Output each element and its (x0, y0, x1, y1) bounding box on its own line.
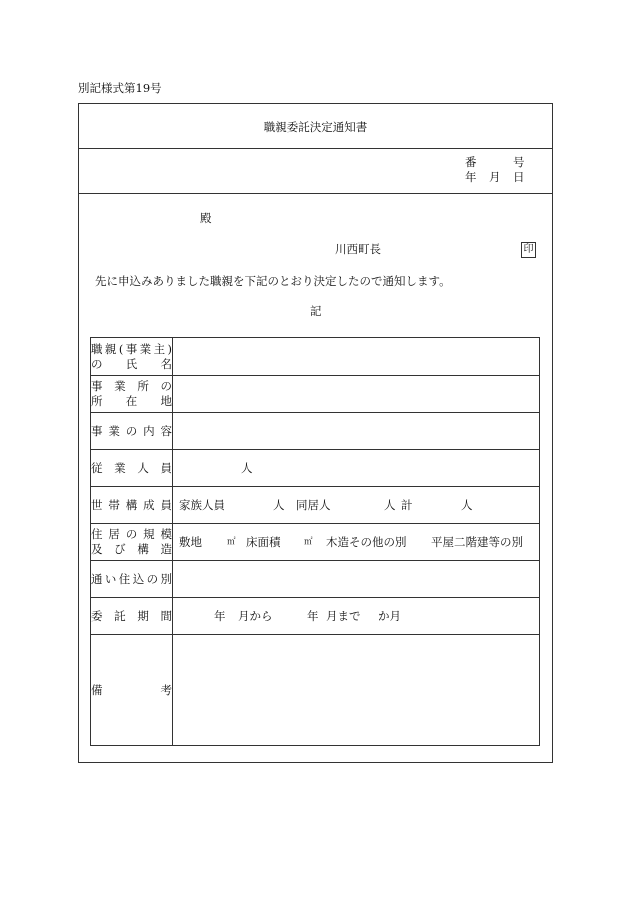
end-month-label: 月まで (326, 609, 361, 623)
row-label (91, 487, 173, 524)
row-label (91, 524, 173, 561)
cohabitants-label: 同居人 (296, 498, 331, 512)
row-label (91, 635, 173, 746)
date-month-label: 月 (489, 170, 501, 184)
table-row (91, 376, 540, 413)
table-row (91, 635, 540, 746)
unit-persons: 人 (273, 498, 285, 512)
row-label (91, 561, 173, 598)
date-year-label: 年 (465, 170, 477, 184)
table-row (91, 413, 540, 450)
row-label-line: 職親(事業主) (91, 341, 172, 356)
notice-body-text: 先に申込みありました職親を下記のとおり決定したので通知します。 (95, 274, 451, 288)
unit-persons: 人 (384, 498, 396, 512)
row-label (91, 376, 173, 413)
detail-table (90, 337, 540, 746)
row-label-line: 及び構造 (91, 542, 172, 556)
table-row (91, 487, 540, 524)
table-row (91, 524, 540, 561)
table-row (91, 338, 540, 376)
addressee-suffix: 殿 (200, 211, 212, 225)
form-title: 職親委託決定通知書 (263, 120, 368, 134)
end-year-label: 年 (307, 609, 319, 623)
employer-name-field (173, 338, 540, 376)
structure-type-label: 木造その他の別 (326, 535, 407, 549)
header-divider (78, 193, 553, 194)
office-address-field (173, 376, 540, 413)
row-label-line: 事業の内容 (91, 423, 172, 438)
table-row (91, 561, 540, 598)
table-row (91, 598, 540, 635)
form-number: 別記様式第19号 (78, 81, 162, 95)
start-year-label: 年 (214, 609, 226, 623)
date-day-label: 日 (513, 170, 525, 184)
row-label-line: 世帯構成員 (91, 497, 172, 512)
unit-square-meter: ㎡ (304, 537, 313, 547)
unit-square-meter: ㎡ (227, 537, 236, 547)
ki-heading: 記 (310, 304, 322, 318)
family-members-label: 家族人員 (179, 498, 225, 512)
row-label (91, 413, 173, 450)
title-divider (78, 148, 553, 149)
seal-mark: 印 (521, 242, 536, 258)
business-content-field (173, 413, 540, 450)
row-label (91, 598, 173, 635)
issuer-name: 川西町長 (335, 242, 381, 256)
table-row (91, 450, 540, 487)
row-label-line: 住居の規模 (91, 527, 172, 541)
site-area-label: 敷地 (179, 535, 202, 549)
storey-type-label: 平屋二階建等の別 (431, 535, 523, 549)
residence-field (173, 524, 540, 561)
row-label-line: 通い住込の別 (91, 571, 172, 586)
months-label: か月 (378, 609, 401, 623)
row-label-line: 備考 (91, 682, 172, 697)
row-label-line: 従業人員 (91, 460, 172, 475)
row-label-line: 所在地 (91, 394, 172, 408)
commute-live-in-field (173, 561, 540, 598)
floor-area-label: 床面積 (246, 535, 281, 549)
number-label-char-1: 番 (465, 155, 477, 169)
row-label (91, 450, 173, 487)
row-label (91, 338, 173, 376)
employee-count-field (173, 450, 540, 487)
row-label-line: 事業所の (91, 379, 172, 393)
total-label: 計 (401, 498, 413, 512)
remarks-field (173, 635, 540, 746)
household-members-field (173, 487, 540, 524)
commission-period-field (173, 598, 540, 635)
start-month-label: 月から (238, 609, 273, 623)
unit-persons: 人 (241, 461, 253, 475)
number-label-char-2: 号 (513, 155, 525, 169)
row-label-line: 委託期間 (91, 608, 172, 623)
row-label-line: の氏名 (91, 356, 172, 371)
unit-persons: 人 (461, 498, 473, 512)
